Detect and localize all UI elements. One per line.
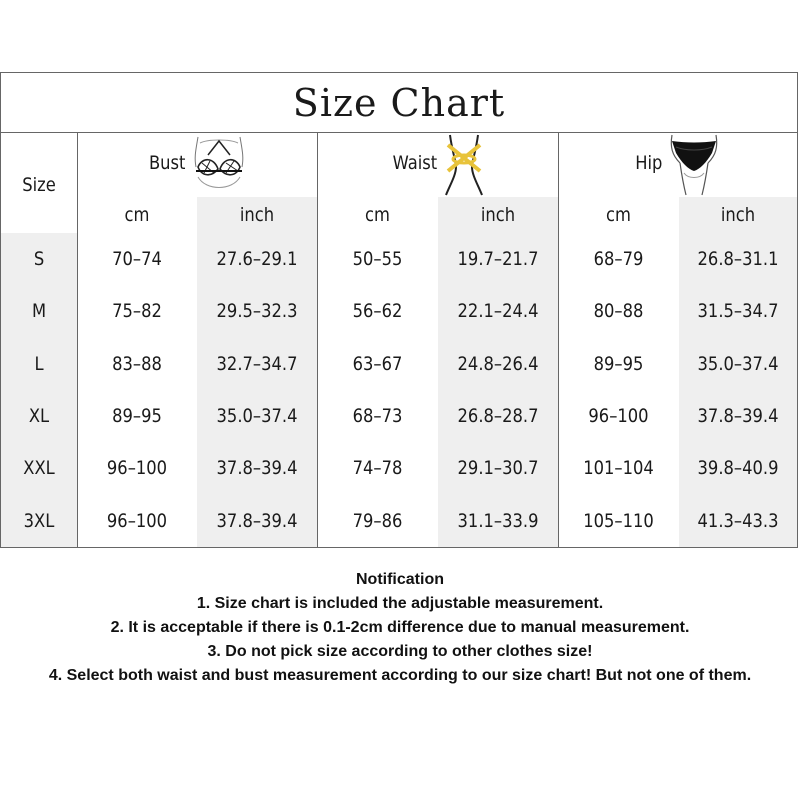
table-cell: 37.8–39.4 [216,457,298,480]
table-cell: 22.1–24.4 [457,300,539,323]
notification-item-4: 4. Select both waist and bust measurement according to our size chart! But not one of them. [48,667,752,684]
table-cell: 79–86 [352,509,403,532]
table-cell: 105–110 [583,509,654,532]
hip-header [558,133,797,197]
hip-label: Hip [634,152,663,174]
table-cell: 31.1–33.9 [457,509,539,532]
unit-header: inch [480,204,516,226]
notification-block [0,568,800,688]
table-cell: 41.3–43.3 [697,509,779,532]
table-cell: 68–79 [593,248,644,271]
table-cell: 83–88 [112,352,162,375]
table-cell: 24.8–26.4 [457,352,539,375]
table-cell: 80–88 [593,300,644,323]
table-cell: 89–95 [593,352,644,375]
table-cell: 56–62 [352,300,403,323]
unit-header: inch [239,204,275,226]
table-cell: 101–104 [583,457,654,480]
notification-item-1: 1. Size chart is included the adjustable measurement. [196,595,604,612]
bust-label: Bust [148,152,186,174]
table-cell: 68–73 [352,405,403,428]
bust-header [77,133,317,197]
table-cell: 19.7–21.7 [457,248,539,271]
table-cell: 29.1–30.7 [457,457,539,480]
unit-header: inch [720,204,756,226]
size-label: 3XL [23,509,55,532]
size-label: L [34,352,44,375]
table-cell: 27.6–29.1 [216,248,298,271]
table-cell: 96–100 [588,405,649,428]
notification-item-3: 3. Do not pick size according to other clothes size! [207,643,593,660]
table-cell: 50–55 [352,248,403,271]
table-cell: 63–67 [352,352,403,375]
table-cell: 29.5–32.3 [216,300,298,323]
size-chart-title: Size Chart [1,73,797,133]
table-cell: 39.8–40.9 [697,457,779,480]
bust-figure-icon [190,133,248,197]
table-cell: 26.8–31.1 [697,248,779,271]
size-label: XL [28,405,50,428]
table-cell: 35.0–37.4 [697,352,779,375]
size-label: M [31,300,47,323]
hip-figure-icon [666,133,722,197]
unit-header: cm [365,204,390,226]
table-cell: 70–74 [112,248,162,271]
table-cell: 37.8–39.4 [216,509,298,532]
unit-header: cm [124,204,150,226]
size-header: Size [22,174,56,196]
notification-heading: Notification [356,571,444,588]
waist-label: Waist [392,152,437,174]
table-cell: 31.5–34.7 [697,300,779,323]
table-cell: 35.0–37.4 [216,405,298,428]
waist-figure-icon [442,133,486,197]
size-label: XXL [23,457,55,480]
notification-item-2: 2. It is acceptable if there is 0.1-2cm difference due to manual measurement. [110,619,690,636]
size-table [1,133,797,547]
table-cell: 26.8–28.7 [457,405,539,428]
table-cell: 37.8–39.4 [697,405,779,428]
table-cell: 74–78 [352,457,403,480]
size-label: S [33,248,45,271]
table-cell: 96–100 [106,457,168,480]
waist-header [317,133,558,197]
unit-header: cm [606,204,631,226]
table-cell: 32.7–34.7 [216,352,298,375]
table-cell: 89–95 [112,405,162,428]
table-cell: 96–100 [106,509,168,532]
table-cell: 75–82 [112,300,162,323]
size-chart [0,72,798,548]
